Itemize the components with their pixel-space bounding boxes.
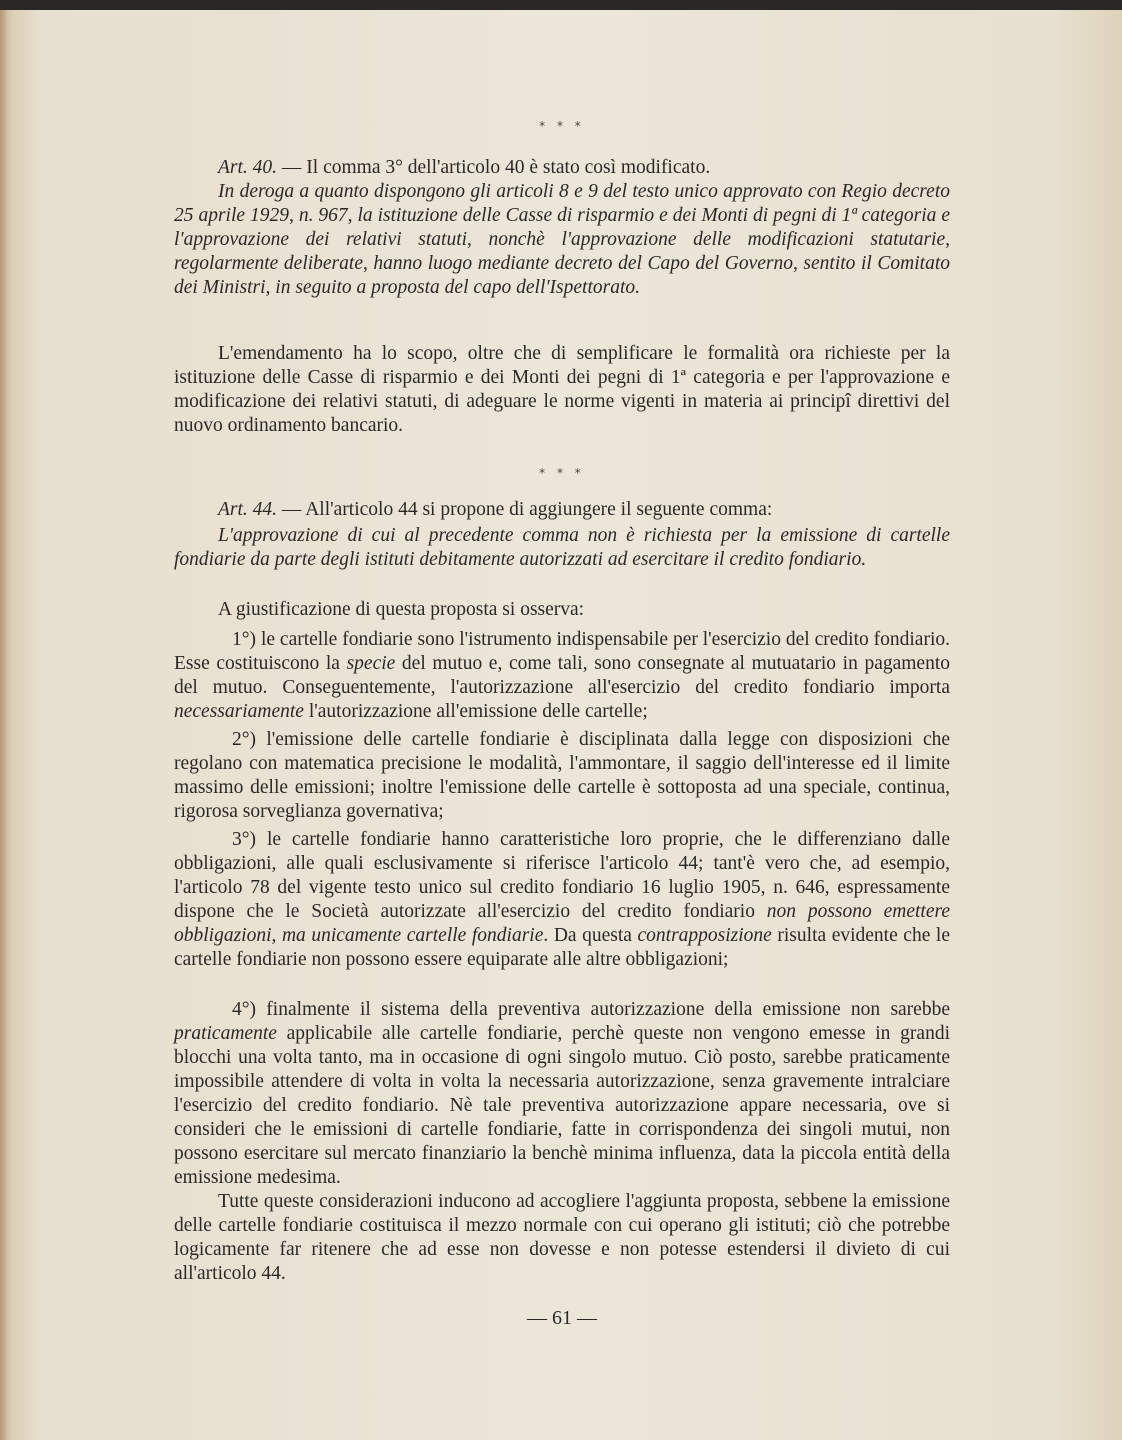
- section-separator: * * *: [539, 466, 585, 480]
- point-3-text: 3°) le cartelle fondiarie hanno caratteristiche loro proprie, che le differenziano dalle obbligazioni, alle quali esclusivamente si riferisce l'articolo 44; tant'è vero che, ad esempio, l'articolo 78 del vigente testo unico sul credito fondiario 16 luglio 1905, n. 646, espressamente dispone che le Società autorizzate all'esercizio del credito fondiario: [174, 829, 950, 922]
- point-3-text: . Da questa: [543, 925, 638, 946]
- point-3-emphasis: contrapposizione: [637, 925, 772, 946]
- point-2: 2°) l'emissione delle cartelle fondiarie è disciplinata dalla legge con disposizioni che regolano con matematica precisione le modalità, l'ammontare, il saggio dell'interesse ed il limite massimo delle emissioni; inoltre l'emissione delle cartelle è sottoposta ad una speciale, continua, rigorosa sorveglianza governativa;: [174, 729, 950, 822]
- point-1-text: 1°) le cartelle fondiarie sono l'istrumento indispensabile per l'esercizio del credito fondiario. Esse costituiscono la: [174, 629, 950, 674]
- art40-label: Art. 40.: [218, 157, 278, 178]
- art44-heading-text: — All'articolo 44 si propone di aggiungere il seguente comma:: [277, 499, 773, 520]
- point-4-text: 4°) finalmente il sistema della preventiva autorizzazione della emissione non sarebbe: [232, 999, 950, 1020]
- scanned-page: [0, 10, 1122, 1440]
- art44-heading: [174, 498, 950, 522]
- art40-heading: [174, 156, 950, 180]
- point-1: [174, 628, 950, 724]
- section-separator: * * *: [539, 119, 585, 133]
- page-number: — 61 —: [527, 1307, 597, 1329]
- point-1-text: l'autorizzazione all'emissione delle cartelle;: [303, 701, 648, 722]
- art40-heading-text: — Il comma 3° dell'articolo 40 è stato così modificato.: [277, 157, 711, 178]
- art44-label: Art. 44.: [218, 499, 278, 520]
- point-3-text: risulta evidente che le cartelle fondiarie non possono essere equiparate alle altre obbligazioni;: [174, 925, 950, 970]
- point-1-text: del mutuo e, come tali, sono consegnate al mutuatario in pagamento del mutuo. Conseguentemente, l'autorizzazione all'esercizio del credito fondiario importa: [174, 653, 950, 698]
- point-3-emphasis: non possono emettere obbligazioni, ma unicamente cartelle fondiarie: [174, 901, 950, 946]
- point-3: [174, 828, 950, 972]
- point-1-emphasis: specie: [346, 653, 396, 674]
- art44-amendment: L'approvazione di cui al precedente comma non è richiesta per la emissione di cartelle fondiarie da parte degli istituti debitamente autorizzati ad esercitare il credito fondiario.: [174, 525, 950, 570]
- justification-intro: A giustificazione di questa proposta si osserva:: [218, 599, 585, 620]
- point-4-emphasis: praticamente: [174, 1023, 277, 1044]
- conclusion: Tutte queste considerazioni inducono ad accogliere l'aggiunta proposta, sebbene la emissione delle cartelle fondiarie costituisca il mezzo normale con cui operano gli istituti; ciò che potrebbe logicamente far ritenere che ad esse non dovesse e non potesse estendersi il divieto di cui all'articolo 44.: [174, 1191, 950, 1284]
- point-4-text: applicabile alle cartelle fondiarie, perchè queste non vengono emesse in grandi blocchi una volta tanto, ma in occasione di ogni singolo mutuo. Ciò posto, sarebbe praticamente impossibile attendere di volta in volta la necessaria autorizzazione, senza gravemente intralciare l'esercizio del credito fondiario. Nè tale preventiva autorizzazione appare necessaria, ove si consideri che le emissioni di cartelle fondiarie, fatte in corrispondenza dei singoli mutui, non possono esercitare sul mercato finanziario la benchè minima influenza, data la piccola entità della emissione medesima.: [174, 1023, 950, 1188]
- point-1-emphasis: necessariamente: [174, 701, 304, 722]
- art40-comment: L'emendamento ha lo scopo, oltre che di semplificare le formalità ora richieste per la istituzione delle Casse di risparmio e dei Monti dei pegni di 1ª categoria e per l'approvazione e modificazione dei relativi statuti, di adeguare le norme vigenti in materia ai principî direttivi del nuovo ordinamento bancario.: [174, 343, 950, 436]
- art40-amendment: In deroga a quanto dispongono gli articoli 8 e 9 del testo unico approvato con Regio decreto 25 aprile 1929, n. 967, la istituzione delle Casse di risparmio e dei Monti di pegni di 1ª categoria e l'approvazione dei relativi statuti, nonchè l'approvazione delle modificazioni statutarie, regolarmente deliberate, hanno luogo mediante decreto del Capo del Governo, sentito il Comitato dei Ministri, in seguito a proposta del capo dell'Ispettorato.: [174, 181, 950, 298]
- point-4: [174, 998, 950, 1190]
